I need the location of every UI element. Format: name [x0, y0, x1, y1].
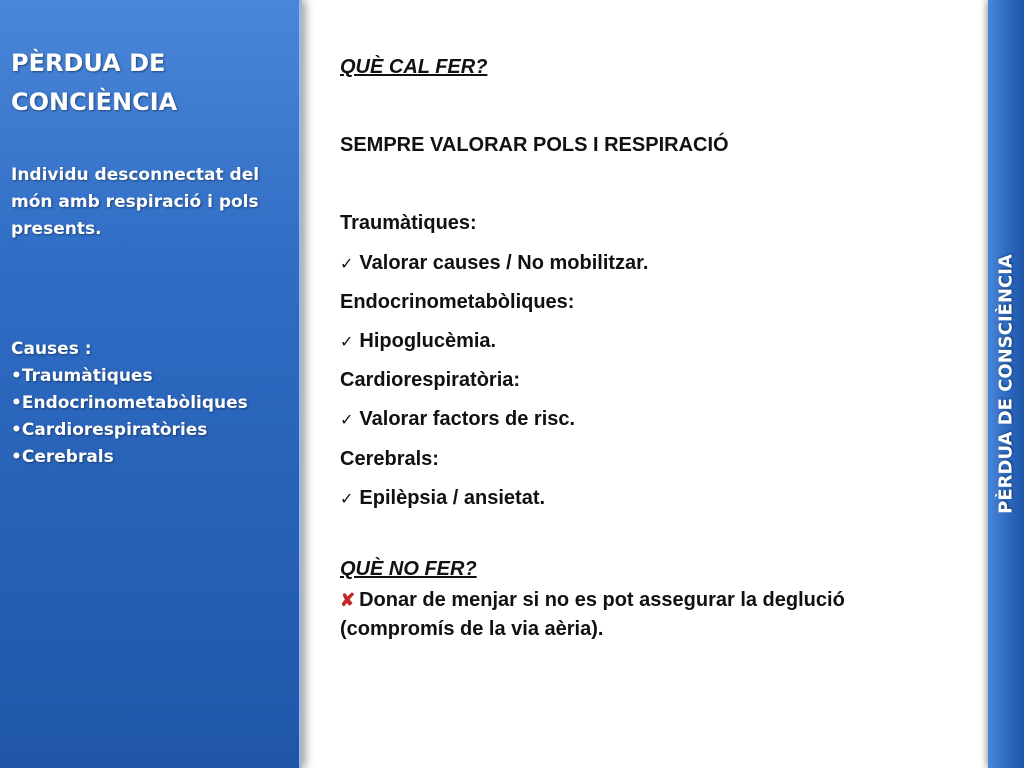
item-text: Valorar factors de risc. — [359, 408, 576, 430]
checkmark-icon: ✓ — [340, 256, 354, 273]
que-cal-fer-heading: QUÈ CAL FER? — [340, 56, 488, 78]
panel-title — [11, 44, 291, 122]
checkmark-icon: ✓ — [340, 334, 354, 351]
section-item-traumatiques — [340, 252, 648, 275]
description-line-2: món amb respiració i pols — [11, 192, 259, 212]
section-heading-cerebrals: Cerebrals: — [340, 448, 439, 470]
side-title: PÈRDUA DE CONSCIÈNCIA — [995, 254, 1017, 514]
cause-item: •Traumàtiques — [11, 366, 153, 386]
section-heading-endocrino: Endocrinometabòliques: — [340, 291, 575, 313]
sempre-valorar-line: SEMPRE VALORAR POLS I RESPIRACIÓ — [340, 134, 729, 156]
checkmark-icon: ✓ — [340, 491, 354, 508]
que-no-fer-heading: QUÈ NO FER? — [340, 558, 477, 580]
item-text: Hipoglucèmia. — [359, 330, 497, 352]
panel-title-line-2: CONCIÈNCIA — [11, 88, 178, 116]
section-heading-traumatiques: Traumàtiques: — [340, 212, 477, 234]
section-item-cardio — [340, 408, 575, 431]
panel-title-line-1: PÈRDUA DE — [11, 49, 166, 77]
section-item-endocrino — [340, 330, 496, 353]
item-text: Valorar causes / No mobilitzar. — [359, 252, 649, 274]
cause-item: •Cerebrals — [11, 447, 114, 467]
no-fer-text: Donar de menjar si no es pot assegurar la deglució (compromís de la via aèria). — [340, 589, 845, 640]
no-fer-item — [340, 586, 900, 644]
cross-icon: ✘ — [340, 590, 356, 610]
side-title-strip — [988, 0, 1024, 768]
description-line-1: Individu desconnectat del — [11, 165, 260, 185]
causes-list — [11, 363, 248, 471]
cause-item: •Endocrinometabòliques — [11, 393, 248, 413]
causes-label: Causes : — [11, 339, 92, 359]
item-text: Epilèpsia / ansietat. — [359, 487, 546, 509]
cause-item: •Cardiorespiratòries — [11, 420, 208, 440]
section-item-cerebrals — [340, 487, 545, 510]
left-panel — [0, 0, 302, 768]
description-line-3: presents. — [11, 219, 102, 239]
section-heading-cardio: Cardiorespiratòria: — [340, 369, 521, 391]
panel-description — [11, 162, 291, 243]
checkmark-icon: ✓ — [340, 412, 354, 429]
